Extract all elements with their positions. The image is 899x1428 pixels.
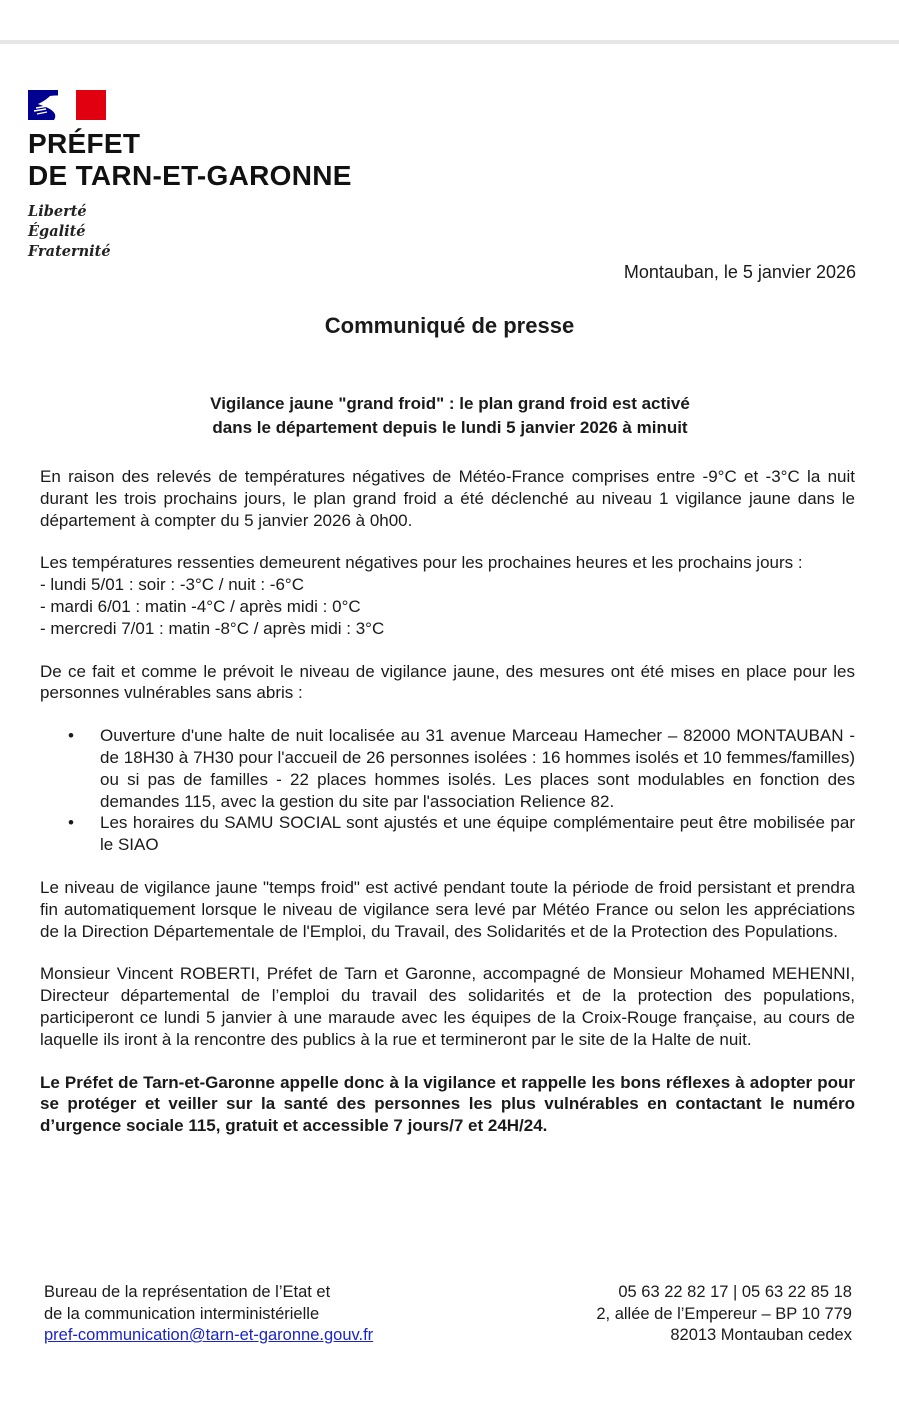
top-bar [0,0,899,44]
forecast-tuesday: - mardi 6/01 : matin -4°C / après midi : 0°C [40,596,361,616]
prefecture-logo [28,90,352,262]
paragraph-measures: De ce fait et comme le prévoit le niveau de vigilance jaune, des mesures ont été mises en place pour les personnes vulnérables sans abris : [40,661,855,703]
republic-motto [28,202,352,262]
forecast-monday: - lundi 5/01 : soir : -3°C / nuit : -6°C [40,575,304,595]
motto-egalite: Égalité [28,223,86,240]
footer-contact-office [44,1282,373,1347]
prefecture-name [28,128,352,192]
footer-phones: 05 63 22 82 17 | 05 63 22 85 18 [618,1283,852,1301]
forecast-wednesday: - mercredi 7/01 : matin -8°C / après midi : 3°C [40,618,385,638]
measures-list [40,725,855,856]
paragraph-context: En raison des relevés de températures négatives de Météo-France comprises entre -9°C et -3°C la nuit durant les trois prochains jours, le plan grand froid a été déclenché au niveau 1 vigilance jaune dans le département à compter du 5 janvier 2026 à 0h00. [40,467,855,530]
paragraph-appeal: Le Préfet de Tarn-et-Garonne appelle donc à la vigilance et rappelle les bons réflexes à adopter pour se protéger et veiller sur la santé des personnes les plus vulnérables en contactant le numéro d’urgence sociale 115, gratuit et accessible 7 jours/7 et 24H/24. [40,1072,855,1136]
footer-address-1: 2, allée de l’Empereur – BP 10 779 [596,1304,852,1323]
marianne-flag-icon [28,90,106,120]
footer-address-2: 82013 Montauban cedex [670,1326,852,1344]
motto-liberte: Liberté [28,203,87,220]
press-release-body [40,466,855,1158]
footer-office-line-2: de la communication interministérielle [44,1304,320,1323]
motto-fraternite: Fraternité [28,243,111,260]
subject-line-2: dans le département depuis le lundi 5 janvier 2026 à minuit [212,418,688,437]
list-item: • Ouverture d'une halte de nuit localisée au 31 avenue Marceau Hamecher – 82000 MONTAUBAN - de 18H30 à 7H30 pour l'accueil de 26 personnes isolées : 16 hommes isolés et 10 femmes/familles) ou si pas de familles - 22 places hommes isolés. Les places sont modulables en fonction des demandes 115, avec la gestion du site par l'association Relience 82. [100,725,855,812]
footer-contact-address [596,1282,852,1347]
paragraph-maraude: Monsieur Vincent ROBERTI, Préfet de Tarn et Garonne, accompagné de Monsieur Mohamed MEHENNI, Directeur départemental de l’emploi du travail des solidarités et de la protection des populations, participeront ce lundi 5 janvier à une maraude avec les équipes de la Croix-Rouge française, au cours de laquelle ils iront à la rencontre des publics à la rue et termineront par le site de la Halte de nuit. [40,964,855,1049]
document-date: Montauban, le 5 janvier 2026 [623,262,856,282]
press-release-subject [60,392,840,440]
email-link[interactable]: pref-communication@tarn-et-garonne.gouv.fr [44,1326,374,1344]
list-item: • Les horaires du SAMU SOCIAL sont ajustés et une équipe complémentaire peut être mobilisée par le SIAO [100,812,855,856]
page-title: Communiqué de presse [324,313,575,338]
footer-office-line-1: Bureau de la représentation de l’Etat et [44,1283,331,1301]
logo-line-1: PRÉFET [28,128,141,159]
logo-line-2: DE TARN-ET-GARONNE [28,160,352,191]
paragraph-vigilance: Le niveau de vigilance jaune "temps froid" est activé pendant toute la période de froid persistant et prendra fin automatiquement lorsque le niveau de vigilance sera levé par Météo France ou selon les appréciations de la Direction Départementale de l'Emploi, du Travail, des Solidarités et de la Protection des Populations. [40,877,855,941]
subject-line-1: Vigilance jaune "grand froid" : le plan grand froid est activé [210,394,690,413]
temperature-forecast [40,552,855,639]
forecast-intro: Les températures ressenties demeurent négatives pour les prochaines heures et les prochains jours : [40,553,803,573]
